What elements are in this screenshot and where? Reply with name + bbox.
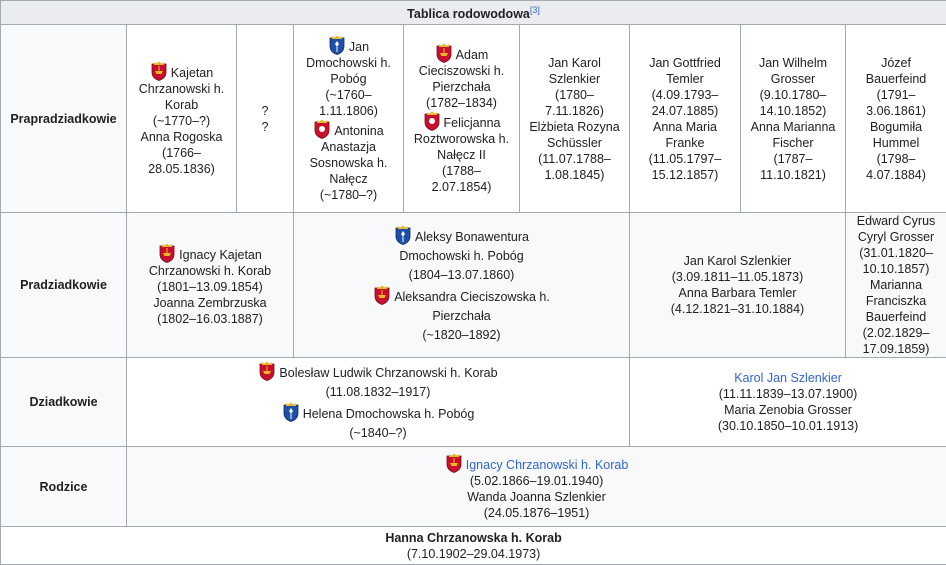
cell-jan-karol-szlenkier: Jan Karol Szlenkier (3.09.1811–11.05.1873) Anna Barbara Temler (4.12.1821–31.10.1884) [630, 213, 846, 358]
cell-unknown: ? ? [237, 25, 294, 213]
pobog-coat-of-arms-icon [394, 225, 412, 245]
cell-parents: Ignacy Chrzanowski h. Korab (5.02.1866–19.01.1940) Wanda Joanna Szlenkier (24.05.1876–1951) [127, 447, 946, 527]
subject-dates: (7.10.1902–29.04.1973) [4, 546, 943, 562]
row-subject [1, 527, 946, 565]
cell-jan-dmochowski: Jan Dmochowski h. Pobóg (~1760– 1.11.1806) Antonina Anastazja Sosnowska h. Nałęcz (~1780–?) [294, 25, 404, 213]
karol-jan-szlenkier-link[interactable]: Karol Jan Szlenkier [633, 370, 943, 386]
cell-adam-cieciszowski: Adam Cieciszowski h. Pierzchała (1782–1834) Felicjanna Roztworowska h. Nałęcz II (1788– 2.07.1854) [404, 25, 520, 213]
pierzchala-coat-of-arms-icon [373, 285, 391, 305]
subject-name: Hanna Chrzanowska h. Korab [4, 530, 943, 546]
cell-aleksy-dmochowski: Aleksy Bonawentura Dmochowski h. Pobóg (1804–13.07.1860) Aleksandra Cieciszowska h. Pierzchała (~1820–1892) [294, 213, 630, 358]
nalecz-ii-coat-of-arms-icon [423, 111, 441, 131]
korab-coat-of-arms-icon [445, 453, 463, 473]
cell-boleslaw-chrzanowski: Bolesław Ludwik Chrzanowski h. Korab (11.08.1832–1917) Helena Dmochowska h. Pobóg (~1840–?) [127, 358, 630, 447]
cell-edward-grosser: Edward Cyrus Cyryl Grosser (31.01.1820–10.10.1857) Marianna Franciszka Bauerfeind (2.02.1829–17.09.1859) [846, 213, 946, 358]
cell-karol-jan-szlenkier: Karol Jan Szlenkier (11.11.1839–13.07.1900) Maria Zenobia Grosser (30.10.1850–10.01.1913) [630, 358, 946, 447]
row-grandparents [1, 358, 946, 447]
cell-jan-karol-szlenkier-sr: Jan Karol Szlenkier (1780– 7.11.1826) Elżbieta Rozyna Schüssler (11.07.1788– 1.08.1845) [520, 25, 630, 213]
caption-title: Tablica rodowodowa [407, 8, 530, 22]
ignacy-chrzanowski-link[interactable]: Ignacy Chrzanowski h. Korab [466, 458, 629, 472]
korab-coat-of-arms-icon [258, 361, 276, 381]
cell-ignacy-kajetan-chrzanowski: Ignacy Kajetan Chrzanowski h. Korab (1801–13.09.1854) Joanna Zembrzuska (1802–16.03.1887) [127, 213, 294, 358]
nalecz-coat-of-arms-icon [313, 119, 331, 139]
cell-jozef-bauerfeind: Józef Bauerfeind (1791– 3.06.1861) Bogumiła Hummel (1798– 4.07.1884) [846, 25, 946, 213]
pierzchala-coat-of-arms-icon [435, 43, 453, 63]
pobog-coat-of-arms-icon [282, 402, 300, 422]
pobog-coat-of-arms-icon [328, 35, 346, 55]
korab-coat-of-arms-icon [150, 61, 168, 81]
reference-link[interactable]: [3] [530, 5, 540, 15]
korab-coat-of-arms-icon [158, 243, 176, 263]
cell-jan-gottfried-temler: Jan Gottfried Temler (4.09.1793– 24.07.1885) Anna Maria Franke (11.05.1797– 15.12.1857) [630, 25, 741, 213]
label-great-great-grandparents: Prapradziadkowie [1, 25, 127, 213]
row-great-great-grandparents [1, 25, 946, 213]
cell-subject [1, 527, 946, 565]
label-grandparents: Dziadkowie [1, 358, 127, 447]
label-parents: Rodzice [1, 447, 127, 527]
cell-jan-wilhelm-grosser: Jan Wilhelm Grosser (9.10.1780– 14.10.1852) Anna Marianna Fischer (1787– 11.10.1821) [741, 25, 846, 213]
cell-kajetan-chrzanowski: Kajetan Chrzanowski h. Korab (~1770–?) Anna Rogoska (1766– 28.05.1836) [127, 25, 237, 213]
row-great-grandparents [1, 213, 946, 358]
table-caption [1, 1, 946, 25]
row-parents [1, 447, 946, 527]
label-great-grandparents: Pradziadkowie [1, 213, 127, 358]
